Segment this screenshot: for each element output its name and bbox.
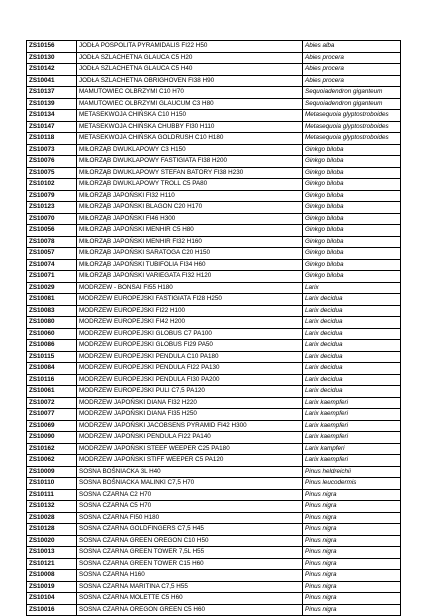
product-name-cell: MIŁORZĄB DWUKLAPOWY TROLL C5 PA80: [77, 179, 303, 191]
table-row: [27, 386, 401, 398]
latin-name-cell: Larix decidua: [303, 294, 401, 306]
product-name-cell: JODŁA SZLACHETNA OBRIGHOVEN FI38 H90: [77, 75, 303, 87]
product-code-cell: ZS10142: [27, 64, 77, 76]
latin-name-cell: Pinus nigra: [303, 501, 401, 513]
latin-name-cell: Pinus leucodermis: [303, 478, 401, 490]
table-row: [27, 409, 401, 421]
product-name-cell: SOSNA CZARNA OREGON GREEN C5 H60: [77, 604, 303, 616]
table-row: [27, 259, 401, 271]
table-row: [27, 397, 401, 409]
product-name-cell: SOSNA CZARNA GREEN TOWER C15 H60: [77, 558, 303, 570]
product-code-cell: ZS10080: [27, 317, 77, 329]
product-code-cell: ZS10137: [27, 87, 77, 99]
latin-name-cell: Ginkgo biloba: [303, 190, 401, 202]
latin-name-cell: Metasequoia glyptostroboides: [303, 110, 401, 122]
product-name-cell: MODRZEW EUROPEJSKI FASTIGIATA FI28 H250: [77, 294, 303, 306]
latin-name-cell: Larix decidua: [303, 317, 401, 329]
latin-name-cell: Ginkgo biloba: [303, 156, 401, 168]
product-code-cell: ZS10029: [27, 282, 77, 294]
table-row: [27, 144, 401, 156]
product-code-cell: ZS10062: [27, 455, 77, 467]
product-name-cell: MODRZEW JAPOŃSKI STIFF WEEPER C5 PA120: [77, 455, 303, 467]
latin-name-cell: Ginkgo biloba: [303, 213, 401, 225]
table-row: [27, 604, 401, 616]
latin-name-cell: Ginkgo biloba: [303, 179, 401, 191]
product-code-cell: ZS10081: [27, 294, 77, 306]
latin-name-cell: Ginkgo biloba: [303, 259, 401, 271]
table-row: [27, 133, 401, 145]
latin-name-cell: Pinus nigra: [303, 547, 401, 559]
product-code-cell: ZS10147: [27, 121, 77, 133]
product-code-cell: ZS10079: [27, 190, 77, 202]
table-row: [27, 374, 401, 386]
product-name-cell: JODŁA POSPOLITA PYRAMIDALIS FI22 H50: [77, 41, 303, 53]
product-code-cell: ZS10056: [27, 225, 77, 237]
latin-name-cell: Ginkgo biloba: [303, 202, 401, 214]
latin-name-cell: Abies procera: [303, 52, 401, 64]
product-code-cell: ZS10123: [27, 202, 77, 214]
table-row: [27, 294, 401, 306]
product-name-cell: SOSNA CZARNA GREEN TOWER 7,5L H55: [77, 547, 303, 559]
product-code-cell: ZS10139: [27, 98, 77, 110]
latin-name-cell: Larix: [303, 282, 401, 294]
product-name-cell: MIŁORZĄB DWUKLAPOWY FASTIGIATA FI38 H200: [77, 156, 303, 168]
latin-name-cell: Larix decidua: [303, 328, 401, 340]
table-row: [27, 317, 401, 329]
product-code-cell: ZS10070: [27, 213, 77, 225]
latin-name-cell: Metasequoia glyptostroboides: [303, 121, 401, 133]
product-name-cell: MAMUTOWIEC OLBRZYMI GLAUCUM C3 H80: [77, 98, 303, 110]
table-row: [27, 190, 401, 202]
latin-name-cell: Pinus heldreichii: [303, 466, 401, 478]
product-code-cell: ZS10121: [27, 558, 77, 570]
table-row: [27, 524, 401, 536]
product-code-cell: ZS10132: [27, 501, 77, 513]
product-code-cell: ZS10076: [27, 156, 77, 168]
product-name-cell: SOSNA BOŚNIACKA 3L H40: [77, 466, 303, 478]
table-row: [27, 363, 401, 375]
product-code-cell: ZS10102: [27, 179, 77, 191]
product-code-cell: ZS10009: [27, 466, 77, 478]
latin-name-cell: Ginkgo biloba: [303, 225, 401, 237]
latin-name-cell: Larix kaempferi: [303, 455, 401, 467]
product-code-cell: ZS10134: [27, 110, 77, 122]
product-code-cell: ZS10111: [27, 489, 77, 501]
product-name-cell: SOSNA BOŚNIACKA MALINKI C7,5 H70: [77, 478, 303, 490]
product-name-cell: SOSNA CZARNA GREEN OREGON C10 H50: [77, 535, 303, 547]
product-name-cell: MIŁORZĄB DWUKLAPOWY C3 H150: [77, 144, 303, 156]
latin-name-cell: Metasequoia glyptostroboides: [303, 133, 401, 145]
table-row: [27, 110, 401, 122]
product-code-cell: ZS10118: [27, 133, 77, 145]
table-row: [27, 225, 401, 237]
latin-name-cell: Abies alba: [303, 41, 401, 53]
product-code-cell: ZS10130: [27, 52, 77, 64]
latin-name-cell: Abies procera: [303, 75, 401, 87]
product-code-cell: ZS10041: [27, 75, 77, 87]
latin-name-cell: Larix decidua: [303, 305, 401, 317]
product-code-cell: ZS10061: [27, 386, 77, 398]
product-code-cell: ZS10110: [27, 478, 77, 490]
product-code-cell: ZS10072: [27, 397, 77, 409]
latin-name-cell: Pinus nigra: [303, 558, 401, 570]
latin-name-cell: Ginkgo biloba: [303, 144, 401, 156]
product-code-cell: ZS10069: [27, 420, 77, 432]
product-code-cell: ZS10077: [27, 409, 77, 421]
product-name-cell: MODRZEW JAPOŃSKI DIANA FI32 H220: [77, 397, 303, 409]
table-row: [27, 478, 401, 490]
product-code-cell: ZS10116: [27, 374, 77, 386]
latin-name-cell: Pinus nigra: [303, 593, 401, 605]
table-row: [27, 501, 401, 513]
product-code-cell: ZS10084: [27, 363, 77, 375]
table-row: [27, 547, 401, 559]
latin-name-cell: Pinus nigra: [303, 570, 401, 582]
latin-name-cell: Larix kaempferi: [303, 409, 401, 421]
product-name-cell: JODŁA SZLACHETNA GLAUCA C5 H20: [77, 52, 303, 64]
product-name-cell: MODRZEW JAPOŃSKI JACOBSENS PYRAMID FI42 H300: [77, 420, 303, 432]
product-name-cell: MIŁORZĄB DWUKLAPOWY STEFAN BATORY FI38 H230: [77, 167, 303, 179]
latin-name-cell: Sequoiadendron giganteum: [303, 87, 401, 99]
product-name-cell: MODRZEW EUROPEJSKI FI22 H100: [77, 305, 303, 317]
product-name-cell: MODRZEW EUROPEJSKI PENDULA FI22 PA130: [77, 363, 303, 375]
product-name-cell: MODRZEW EUROPEJSKI PENDULA FI30 PA200: [77, 374, 303, 386]
product-name-cell: MODRZEW EUROPEJSKI GLOBUS FI29 PA50: [77, 340, 303, 352]
product-name-cell: MODRZEW EUROPEJSKI GLOBUS C7 PA100: [77, 328, 303, 340]
table-row: [27, 351, 401, 363]
product-code-cell: ZS10086: [27, 340, 77, 352]
latin-name-cell: Larix kaempferi: [303, 432, 401, 444]
product-name-cell: SOSNA CZARNA FI50 H180: [77, 512, 303, 524]
product-code-cell: ZS10115: [27, 351, 77, 363]
product-code-cell: ZS10074: [27, 259, 77, 271]
product-name-cell: MAMUTOWIEC OLBRZYMI C10 H70: [77, 87, 303, 99]
latin-name-cell: Larix decidua: [303, 374, 401, 386]
product-name-cell: MODRZEW EUROPEJSKI PULI C7,5 PA120: [77, 386, 303, 398]
latin-name-cell: Sequoiadendron giganteum: [303, 98, 401, 110]
product-code-cell: ZS10078: [27, 236, 77, 248]
latin-name-cell: Larix decidua: [303, 363, 401, 375]
table-row: [27, 156, 401, 168]
latin-name-cell: Ginkgo biloba: [303, 271, 401, 283]
latin-name-cell: Ginkgo biloba: [303, 167, 401, 179]
latin-name-cell: Larix kaempferi: [303, 420, 401, 432]
latin-name-cell: Ginkgo biloba: [303, 248, 401, 260]
product-code-cell: ZS10104: [27, 593, 77, 605]
product-name-cell: MODRZEW JAPOŃSKI STEEF WEEPER C25 PA180: [77, 443, 303, 455]
table-row: [27, 236, 401, 248]
product-code-cell: ZS10162: [27, 443, 77, 455]
table-row: [27, 52, 401, 64]
latin-name-cell: Larix kampferi: [303, 443, 401, 455]
table-row: [27, 271, 401, 283]
table-row: [27, 512, 401, 524]
table-row: [27, 121, 401, 133]
latin-name-cell: Larix decidua: [303, 386, 401, 398]
product-code-cell: ZS10008: [27, 570, 77, 582]
table-row: [27, 570, 401, 582]
product-code-cell: ZS10020: [27, 535, 77, 547]
product-code-cell: ZS10075: [27, 167, 77, 179]
table-row: [27, 455, 401, 467]
table-row: [27, 593, 401, 605]
product-name-cell: METASEKWOJA CHIŃSKA C10 H150: [77, 110, 303, 122]
table-row: [27, 305, 401, 317]
table-row: [27, 443, 401, 455]
latin-name-cell: Abies procera: [303, 64, 401, 76]
product-code-cell: ZS10016: [27, 604, 77, 616]
product-name-cell: MIŁORZĄB JAPOŃSKI VARIEGATA FI32 H120: [77, 271, 303, 283]
table-row: [27, 213, 401, 225]
product-name-cell: MIŁORZĄB JAPOŃSKI BLAGON C20 H170: [77, 202, 303, 214]
product-name-cell: MODRZEW EUROPEJSKI PENDULA C10 PA180: [77, 351, 303, 363]
product-name-cell: MIŁORZĄB JAPOŃSKI MENHIR FI32 H160: [77, 236, 303, 248]
product-name-cell: MIŁORZĄB JAPOŃSKI TUBIFOLIA FI34 H60: [77, 259, 303, 271]
table-row: [27, 535, 401, 547]
product-code-cell: ZS10057: [27, 248, 77, 260]
table-row: [27, 466, 401, 478]
product-name-cell: JODŁA SZLACHETNA GLAUCA C5 H40: [77, 64, 303, 76]
table-row: [27, 420, 401, 432]
latin-name-cell: Larix kaempferi: [303, 397, 401, 409]
latin-name-cell: Pinus nigra: [303, 581, 401, 593]
product-code-cell: ZS10156: [27, 41, 77, 53]
product-name-cell: SOSNA CZARNA MOLETTE C5 H60: [77, 593, 303, 605]
product-name-cell: MIŁORZĄB JAPOŃSKI MENHIR C5 H80: [77, 225, 303, 237]
table-row: [27, 282, 401, 294]
table-row: [27, 167, 401, 179]
product-name-cell: SOSNA CZARNA H160: [77, 570, 303, 582]
table-row: [27, 248, 401, 260]
table-row: [27, 64, 401, 76]
table-row: [27, 179, 401, 191]
product-name-cell: SOSNA CZARNA GOLDFINGERS C7,5 H45: [77, 524, 303, 536]
product-name-cell: MODRZEW - BONSAI FI55 H180: [77, 282, 303, 294]
table-row: [27, 41, 401, 53]
product-code-cell: ZS10019: [27, 581, 77, 593]
table-row: [27, 98, 401, 110]
latin-name-cell: Larix decidua: [303, 340, 401, 352]
product-name-cell: MODRZEW EUROPEJSKI FI42 H200: [77, 317, 303, 329]
table-row: [27, 489, 401, 501]
table-row: [27, 581, 401, 593]
table-row: [27, 328, 401, 340]
latin-name-cell: Pinus nigra: [303, 604, 401, 616]
table-row: [27, 432, 401, 444]
table-row: [27, 340, 401, 352]
table-row: [27, 558, 401, 570]
latin-name-cell: Pinus nigra: [303, 489, 401, 501]
product-name-cell: MIŁORZĄB JAPOŃSKI FI46 H300: [77, 213, 303, 225]
product-code-cell: ZS10028: [27, 512, 77, 524]
product-code-cell: ZS10128: [27, 524, 77, 536]
product-code-cell: ZS10073: [27, 144, 77, 156]
plant-table-body: [27, 41, 401, 616]
product-name-cell: MODRZEW JAPOŃSKI PENDULA FI22 PA140: [77, 432, 303, 444]
latin-name-cell: Pinus nigra: [303, 512, 401, 524]
product-name-cell: SOSNA CZARNA C5 H70: [77, 501, 303, 513]
table-row: [27, 75, 401, 87]
product-code-cell: ZS10060: [27, 328, 77, 340]
table-row: [27, 87, 401, 99]
product-name-cell: MIŁORZĄB JAPOŃSKI FI32 H110: [77, 190, 303, 202]
product-name-cell: MIŁORZĄB JAPOŃSKI SARATOGA C20 H150: [77, 248, 303, 260]
product-code-cell: ZS10083: [27, 305, 77, 317]
product-code-cell: ZS10013: [27, 547, 77, 559]
product-name-cell: MODRZEW JAPOŃSKI DIANA FI35 H250: [77, 409, 303, 421]
latin-name-cell: Pinus nigra: [303, 524, 401, 536]
product-name-cell: METASEKWOJA CHIŃSKA CHUBBY FI30 H110: [77, 121, 303, 133]
product-code-cell: ZS10071: [27, 271, 77, 283]
latin-name-cell: Larix decidua: [303, 351, 401, 363]
latin-name-cell: Ginkgo biloba: [303, 236, 401, 248]
product-name-cell: SOSNA CZARNA C2 H70: [77, 489, 303, 501]
plant-table: [26, 40, 401, 616]
product-name-cell: METASEKWOJA CHIŃSKA GOLDRUSH C10 H180: [77, 133, 303, 145]
latin-name-cell: Pinus nigra: [303, 535, 401, 547]
product-code-cell: ZS10090: [27, 432, 77, 444]
table-row: [27, 202, 401, 214]
product-name-cell: SOSNA CZARNA MARITINA C7,5 H55: [77, 581, 303, 593]
